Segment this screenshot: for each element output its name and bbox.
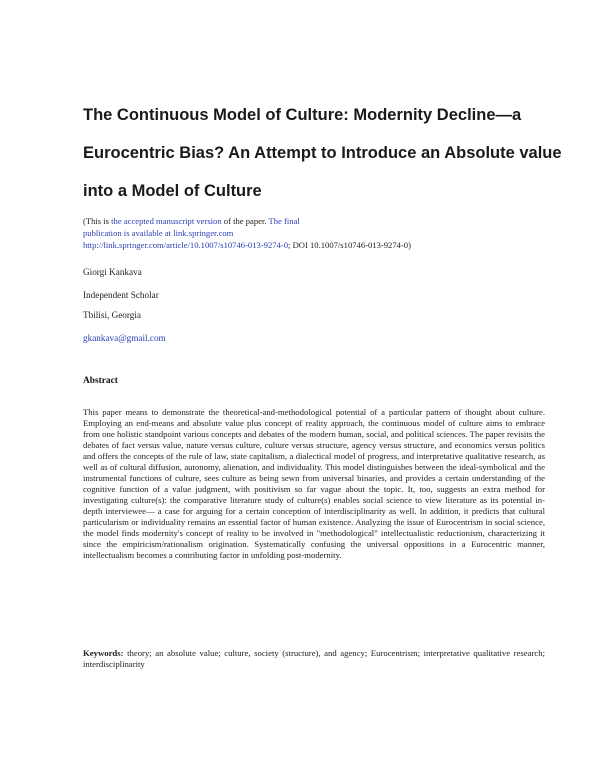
- keywords-label: Keywords:: [83, 648, 124, 658]
- title-line-3: into a Model of Culture: [83, 182, 262, 200]
- final-link-a[interactable]: The final: [268, 216, 300, 226]
- author-location: Tbilisi, Georgia: [83, 310, 142, 320]
- abstract-body: This paper means to demonstrate the theoretical-and-methodological potential of a particular pattern of thought about culture. Employing an end-means and absolute value plus concept of reality approach, the continuous model of culture aims to embrace from one holistic standpoint various concepts and debates of the modern human, social, and political sciences. The paper revisits the debates of fact versus value, nature versus culture, culture versus structure, agency versus structure, and economics versus politics and offers the concepts of the rule of law, state capitalism, a dialectical model of progress, and interpretative qualitative research, as well as of cultural diffusion, autonomy, alienation, and individuality. This model distinguishes between the ideal-symbolical and the instrumental functions of culture, sees culture as being sewn from universal binaries, and provides a certain understanding of the cognitive function of a value judgment, with positivism so far vague about the topic. It, too, suggests an extra method for investigating culture(s): the comparative literature study of culture(s) enables social science to view literature as its potential in-depth interviewee— a case for arguing for a certain conception of interdisciplinarity as well. In addition, it predicts that cultural particularism or individuality remains an essential factor of human existence. Analyzing the issue of Eurocentrism in social science, the model finds modernity's concept of reality to be involved in "methodological" intellectualistic reductionism, characterizing it since the empiricism/rationalism origination. Systematically confusing the universal oppositions in a Eurocentric manner, intellectualism becomes a contributing factor in unfolding post-modernity.: [83, 407, 545, 560]
- note-mid: of the paper.: [221, 216, 269, 226]
- doi-text: ; DOI 10.1007/s10746-013-9274-0): [288, 240, 411, 250]
- keywords-text: theory; an absolute value; culture, society (structure), and agency; Eurocentrism; interpretative qualitative research; interdisciplinarity: [83, 648, 545, 669]
- keywords-block: [83, 648, 545, 670]
- author-email-link[interactable]: gkankava@gmail.com: [83, 333, 166, 343]
- final-link-b[interactable]: publication is available at: [83, 228, 174, 238]
- paper-title: [83, 96, 562, 210]
- publication-note: [83, 215, 523, 251]
- article-url-link[interactable]: http://link.springer.com/article/10.1007/s10746-013-9274-0: [83, 240, 289, 250]
- author-affiliation: Independent Scholar: [83, 290, 159, 300]
- author-name: Giorgi Kankava: [83, 267, 142, 277]
- title-line-1: The Continuous Model of Culture: Modernity Decline—a: [83, 106, 522, 124]
- note-open: (This is: [83, 216, 112, 226]
- springer-link[interactable]: link.springer.com: [173, 228, 234, 238]
- accepted-manuscript-link[interactable]: the accepted manuscript version: [111, 216, 222, 226]
- title-line-2: Eurocentric Bias? An Attempt to Introduce an Absolute value: [83, 144, 562, 162]
- abstract-heading: Abstract: [83, 376, 118, 386]
